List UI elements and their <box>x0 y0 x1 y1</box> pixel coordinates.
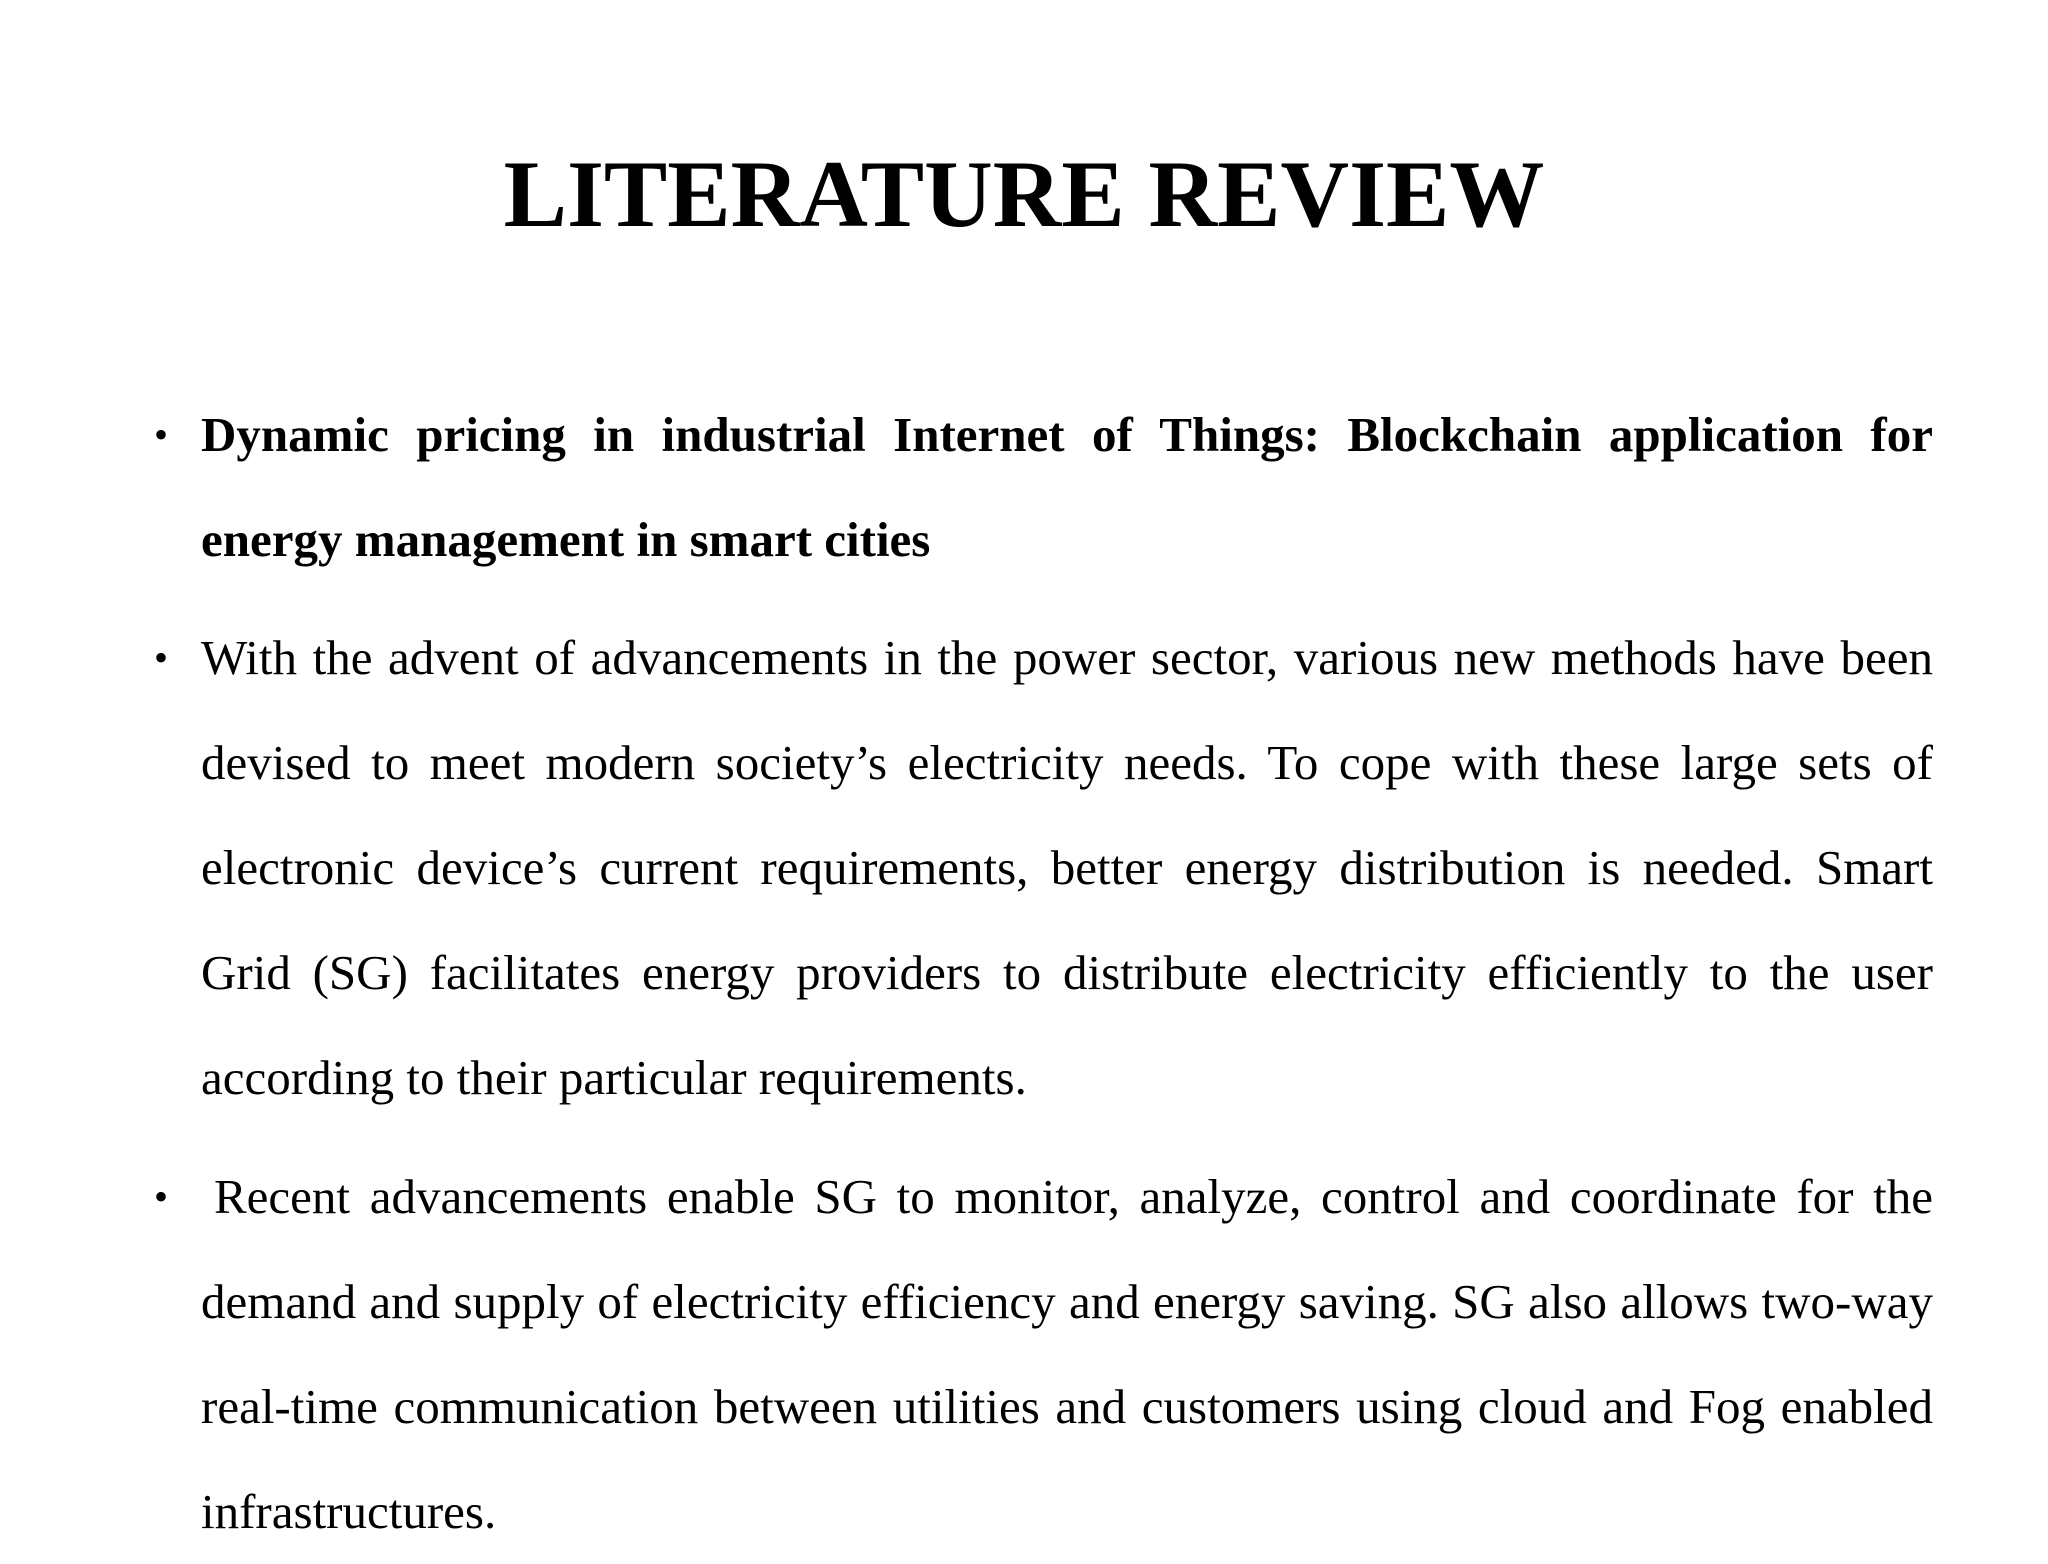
slide-title: LITERATURE REVIEW <box>503 141 1545 247</box>
bullet-item-paper-title <box>121 382 1941 592</box>
bullet-text: With the advent of advancements in the power sector, various new methods have been devised to meet modern society’s electricity needs. To cope with these large sets of electronic device’s current requirements, better energy distribution is needed. Smart Grid (SG) facilitates energy providers to distribute electricity efficiently to the user according to their particular requirements. <box>201 630 1933 1105</box>
bullet-marker: • <box>153 1174 168 1219</box>
bullet-item-summary <box>121 605 1941 1130</box>
bullet-text: Dynamic pricing in industrial Internet of Things: Blockchain application for energy management in smart cities <box>201 407 1933 567</box>
bullet-text: Recent advancements enable SG to monitor, analyze, control and coordinate for the demand and supply of electricity efficiency and energy saving. SG also allows two-way real-time communication between utilities and customers using cloud and Fog enabled infrastructures. <box>201 1169 1933 1539</box>
bullet-marker: • <box>153 412 168 457</box>
bullet-marker: • <box>153 635 168 680</box>
bullet-item-advancements <box>121 1144 1941 1564</box>
